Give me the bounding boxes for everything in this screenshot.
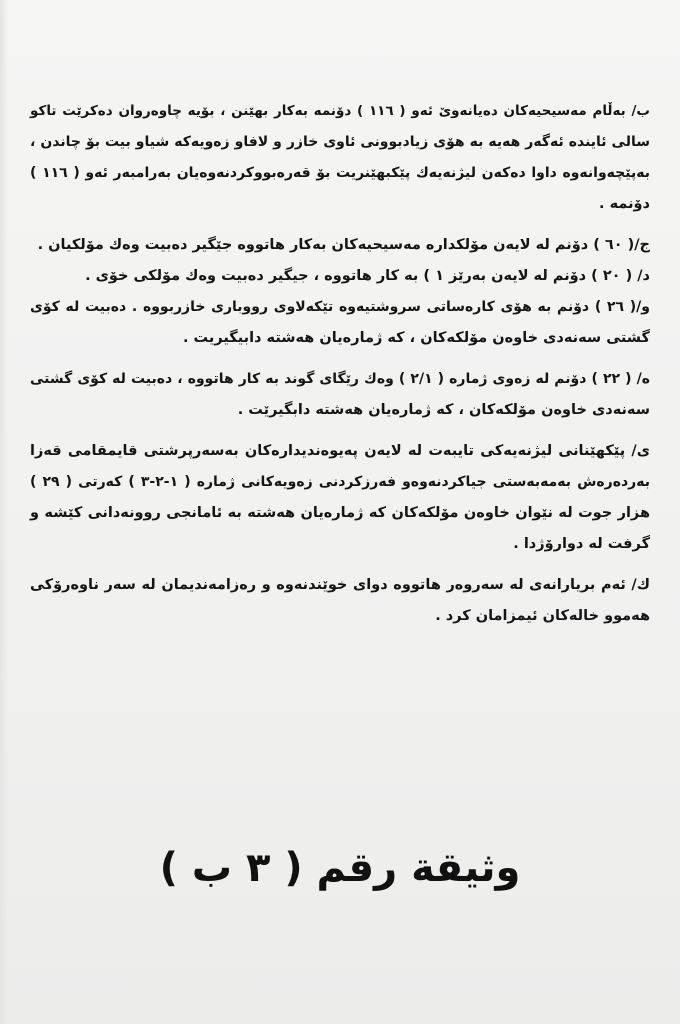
text-line: هزار جوت لە نێوان خاوەن مۆلکەکان کە ژمارەیان هەشتە بە ئامانجی روونەدانی کێشە و	[30, 505, 650, 521]
text-line: ه/ ( ٢٢ ) دۆنم لە زەوی ژمارە ( ٢/١ ) وەك رێگای گوند بە کار هاتووە ، دەبیت لە کۆی گشتی	[30, 371, 650, 387]
text-line: سالی ئایندە ئەگەر هەیە بە هۆی زیادبوونی ئاوی خازر و لافاو زەویەکە شیاو بیت بۆ چاندن ،	[30, 134, 650, 150]
text-line: گشتی سەنەدی خاوەن مۆلکەکان ، کە ژمارەیان هەشتە دابیگیریت .	[182, 330, 650, 346]
paragraph-j	[30, 230, 650, 261]
text-line: بەردەرەش بەمەبەستی جیاکردنەوەو فەرزکردنی زەویەکانی ژمارە ( ١-٢-٣ ) کەرتی ( ٢٩ )	[30, 474, 650, 490]
text-line: هەموو خالەکان ئیمزامان کرد .	[435, 608, 650, 624]
document-body	[30, 96, 650, 632]
paragraph-d	[30, 261, 650, 292]
paragraph-w	[30, 292, 650, 354]
paragraph-k	[30, 570, 650, 632]
text-line: و/( ٢٦ ) دۆنم بە هۆی کارەساتی سروشتیەوە تێکەلاوی رووباری خازربووە . دەبیت لە کۆی	[30, 299, 651, 315]
text-line: دۆنمە .	[599, 196, 650, 212]
text-line: ی/ پێکهێنانی لیژنەیەکی تایبەت لە لایەن پەیوەندیدارەکان بەسەرپرشتی قایمقامی قەزا	[30, 443, 650, 459]
text-line: سەنەدی خاوەن مۆلکەکان ، کە ژمارەیان هەشتە دابگیرێت .	[237, 402, 650, 418]
paragraph-b	[30, 96, 650, 220]
paragraph-h	[30, 364, 650, 426]
text-line: د/ ( ٢٠ ) دۆنم لە لایەن بەرێز ١ ) بە کار هاتووە ، جیگیر دەبیت وەك مۆلکی خۆی .	[85, 268, 650, 284]
document-caption: وثيقة رقم ( ٣ ب )	[159, 845, 521, 891]
text-line: ب/ بەڵام مەسیحیەکان دەیانەوێ ئەو ( ١١٦ ) دۆنمە بەکار بهێنن ، بۆیە چاوەروان دەکرێت تاکو	[30, 103, 650, 119]
text-line: گرفت لە دوارۆژدا .	[513, 536, 650, 552]
text-line: ك/ ئەم بریارانەی لە سەروەر هاتووە دوای خوێندنەوە و رەزامەندیمان لە سەر ناوەرۆکی	[30, 577, 650, 593]
text-line: ج/( ٦٠ ) دۆنم لە لایەن مۆلکدارە مەسیحیەکان بەکار هاتووە جێگیر دەبیت وەك مۆلکیان .	[37, 237, 650, 253]
paragraph-y	[30, 436, 650, 560]
text-line: بەپێچەوانەوە داوا دەکەن لیژنەیەك پێکبهێنریت بۆ قەرەبووکردنەوەیان بەرامبەر ئەو ( ١١٦ )	[30, 165, 650, 181]
